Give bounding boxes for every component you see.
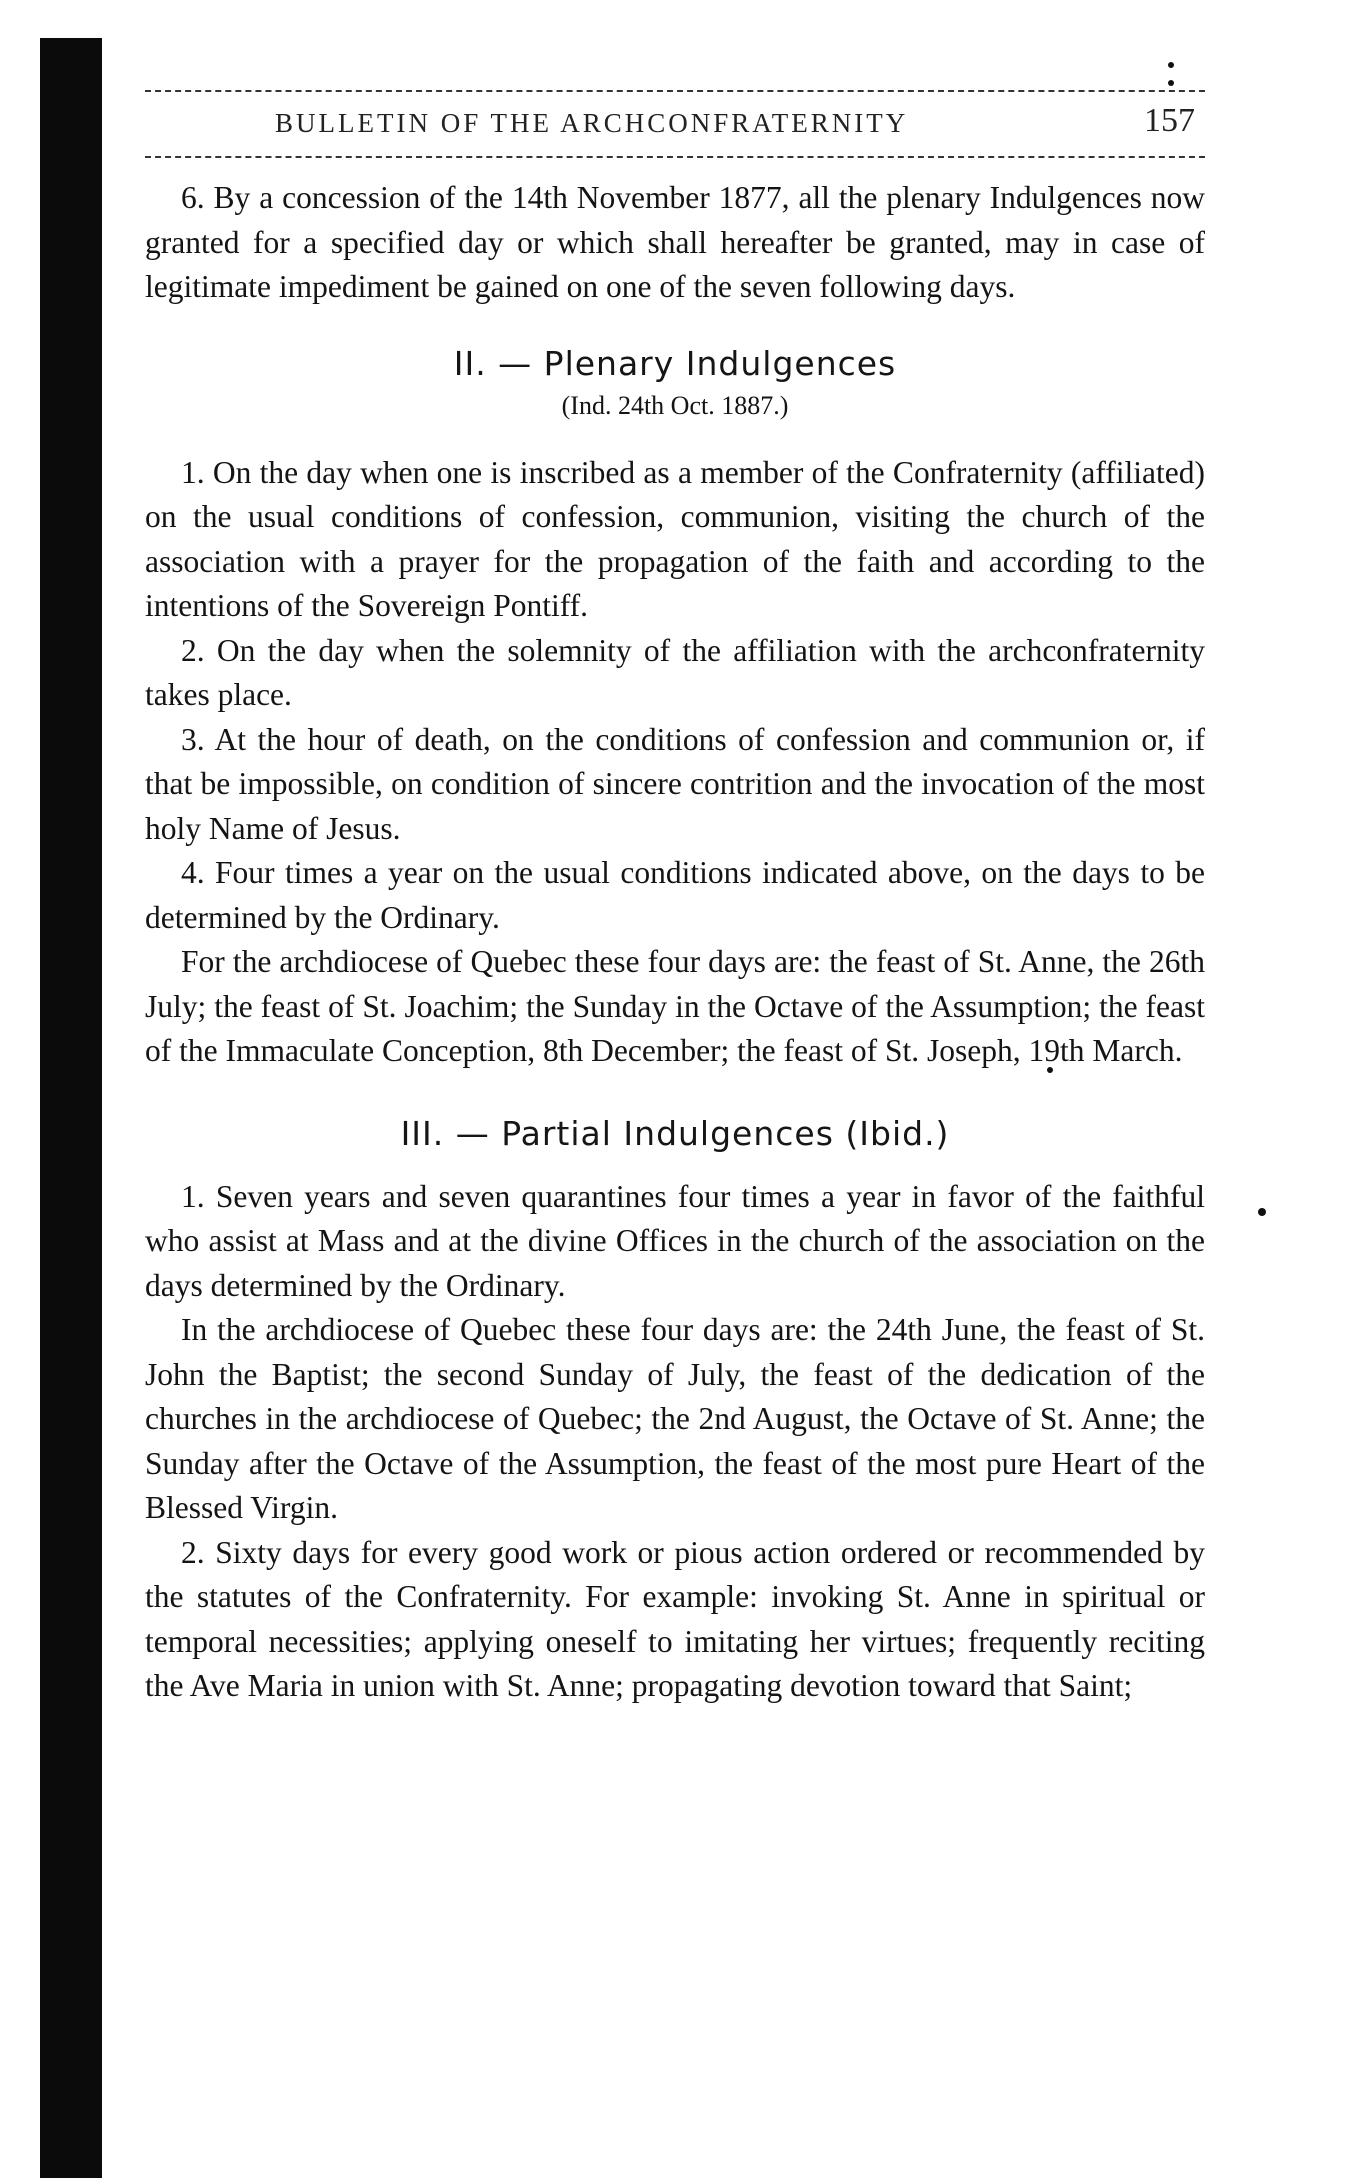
- plenary-item-3: 3. At the hour of death, on the conditions of confession and communion or, if that be impossible, on condition of sincere contrition and the invocation of the most holy Name of Jesus.: [145, 721, 1205, 846]
- page-number: 157: [1144, 102, 1195, 139]
- document-page: [145, 90, 1205, 1709]
- plenary-item-2: 2. On the day when the solemnity of the affiliation with the archconfraternity takes place.: [145, 632, 1205, 712]
- plenary-quebec-days: For the archdiocese of Quebec these four days are: the feast of St. Anne, the 26th July; the feast of St. Joachim; the Sunday in the Octave of the Assumption; the feast of the Immaculate Conception, 8th December; the feast of St. Joseph, 19th March.: [145, 944, 1205, 1068]
- section-heading-partial: III. — Partial Indulgences (Ibid.): [400, 1113, 950, 1153]
- partial-item-2: 2. Sixty days for every good work or pious action ordered or recommended by the statutes of the Confraternity. For example: invoking St. Anne in spiritual or temporal necessities; applying oneself to imitating her virtues; frequently reciting the Ave Maria in union with St. Anne; propagating devotion toward that Saint;: [145, 1534, 1205, 1703]
- scan-speck: [1168, 80, 1174, 86]
- plenary-item-1: 1. On the day when one is inscribed as a member of the Confraternity (affiliated) on the usual conditions of confession, communion, visiting the church of the association with a prayer for the propagation of the faith and according to the intentions of the Sovereign Pontiff.: [145, 454, 1205, 623]
- partial-item-1: 1. Seven years and seven quarantines four times a year in favor of the faithful who assist at Mass and at the divine Offices in the church of the association on the days determined by the Ordinary.: [145, 1178, 1205, 1303]
- section-source-plenary: (Ind. 24th Oct. 1887.): [561, 390, 789, 420]
- section-heading-plenary: II. — Plenary Indulgences: [453, 343, 897, 383]
- scan-border-bar: [40, 38, 102, 2178]
- partial-quebec-days: In the archdiocese of Quebec these four days are: the 24th June, the feast of St. John the Baptist; the second Sunday of July, the feast of the dedication of the churches in the archdiocese of Quebec; the 2nd August, the Octave of St. Anne; the Sunday after the Octave of the Assumption, the feast of the most pure Heart of the Blessed Virgin.: [145, 1312, 1205, 1525]
- header-rule-top: [145, 90, 1205, 92]
- scan-speck: [1258, 1208, 1266, 1216]
- header-rule-bottom: [145, 156, 1205, 158]
- running-title: BULLETIN OF THE ARCHCONFRATERNITY: [275, 108, 909, 138]
- plenary-item-4: 4. Four times a year on the usual conditions indicated above, on the days to be determined by the Ordinary.: [145, 855, 1205, 935]
- page-header: [145, 102, 1205, 150]
- scan-speck: [1168, 62, 1174, 68]
- intro-paragraph: 6. By a concession of the 14th November 1877, all the plenary Indulgences now granted for a specified day or which shall hereafter be granted, may in case of legitimate impediment be gained on one of the seven following days.: [145, 180, 1205, 304]
